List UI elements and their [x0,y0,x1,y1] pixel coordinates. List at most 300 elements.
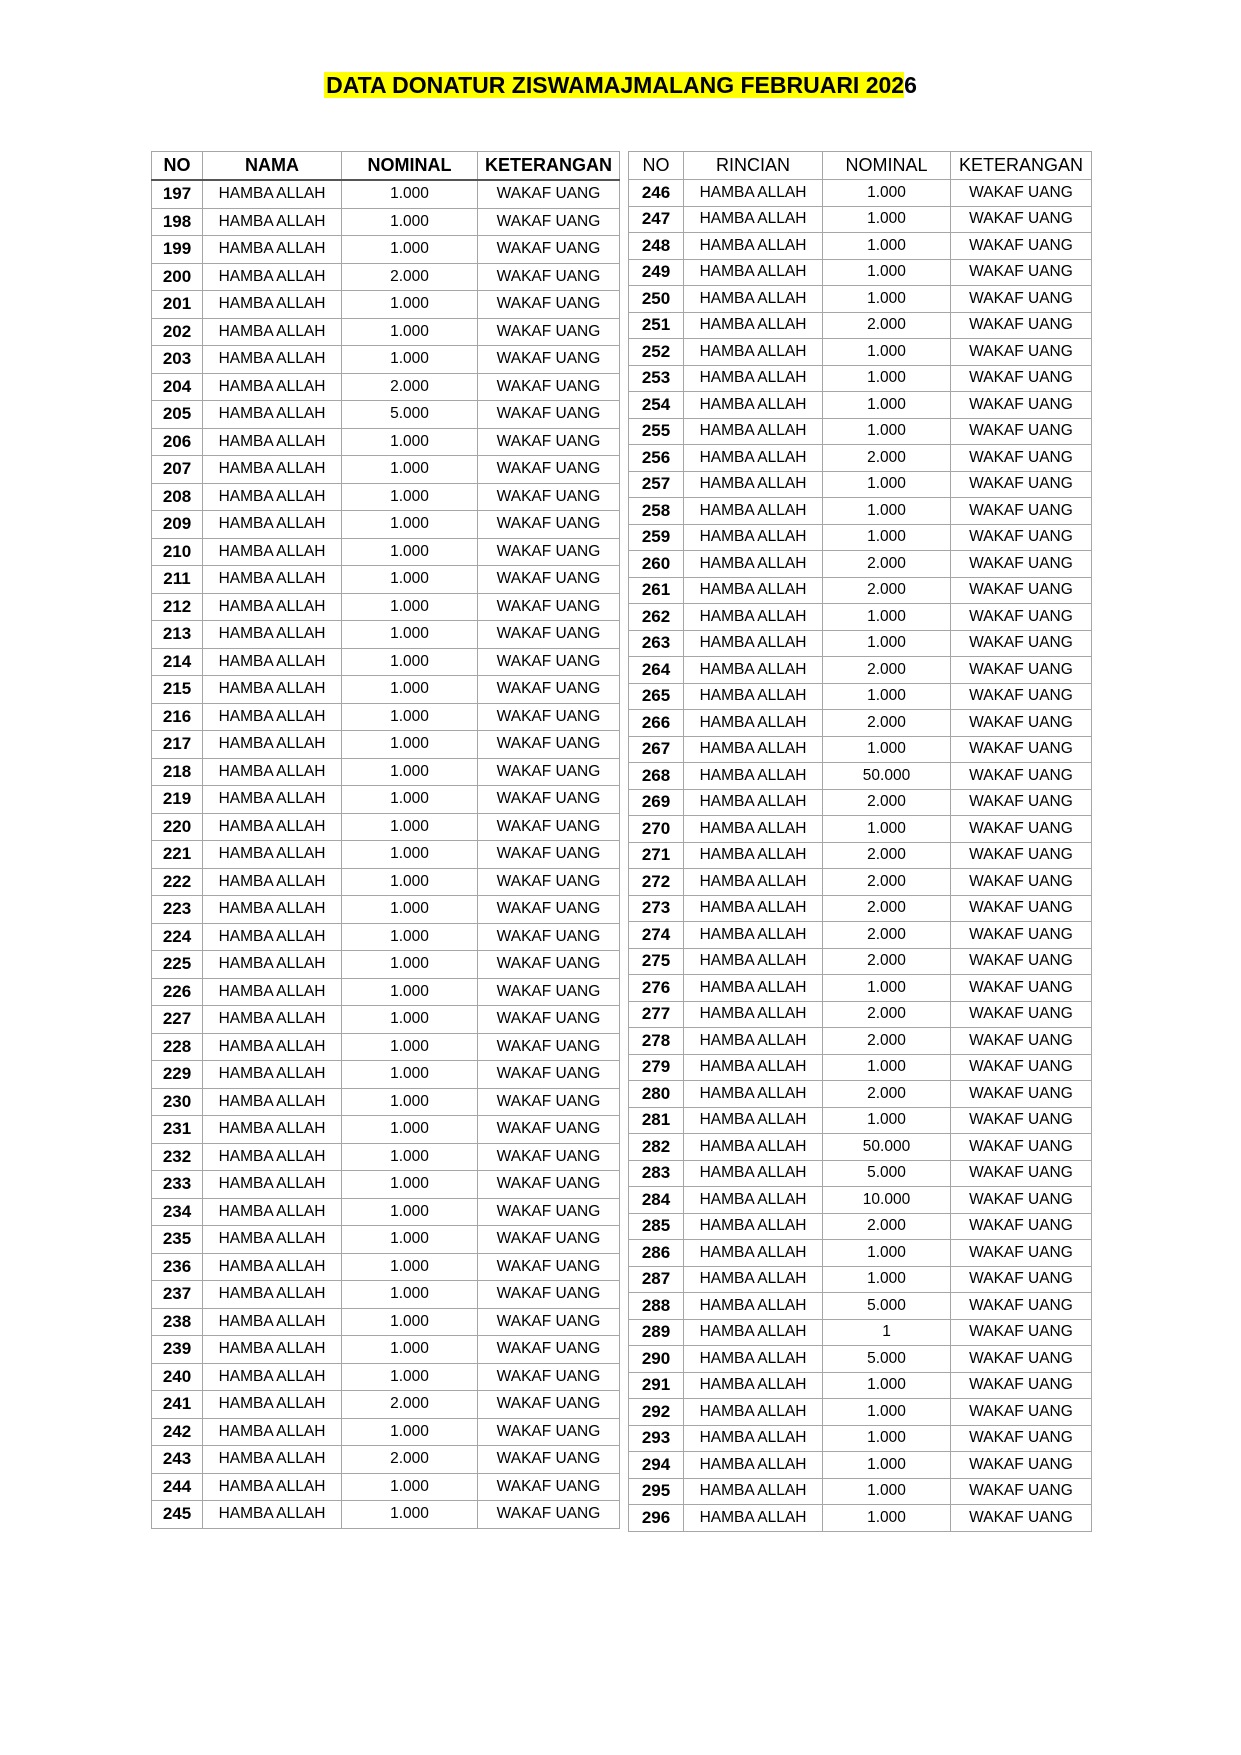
table-row [629,869,1092,896]
cell-no: 237 [152,1281,203,1309]
cell-name: HAMBA ALLAH [203,511,342,539]
cell-no: 273 [629,895,684,922]
cell-keterangan: WAKAF UANG [478,1391,620,1419]
header-nama: NAMA [203,152,342,181]
table-row [152,1171,620,1199]
cell-name: HAMBA ALLAH [684,1001,823,1028]
cell-keterangan: WAKAF UANG [951,736,1092,763]
cell-nominal: 1.000 [342,1308,478,1336]
cell-name: HAMBA ALLAH [203,346,342,374]
cell-nominal: 1.000 [342,236,478,264]
cell-name: HAMBA ALLAH [684,1028,823,1055]
table-row [152,1198,620,1226]
cell-name: HAMBA ALLAH [684,1293,823,1320]
table-row [152,1308,620,1336]
table-row [629,1266,1092,1293]
cell-nominal: 1.000 [823,683,951,710]
cell-no: 199 [152,236,203,264]
cell-name: HAMBA ALLAH [684,789,823,816]
cell-no: 246 [629,180,684,207]
cell-no: 205 [152,401,203,429]
cell-nominal: 1.000 [342,566,478,594]
cell-nominal: 1.000 [823,1054,951,1081]
cell-name: HAMBA ALLAH [684,180,823,207]
cell-keterangan: WAKAF UANG [478,1501,620,1529]
cell-keterangan: WAKAF UANG [951,339,1092,366]
cell-nominal: 1.000 [823,736,951,763]
table-row [629,1001,1092,1028]
table-row [629,498,1092,525]
cell-no: 250 [629,286,684,313]
table-row [152,978,620,1006]
table-row [152,456,620,484]
cell-keterangan: WAKAF UANG [478,1418,620,1446]
cell-no: 272 [629,869,684,896]
cell-keterangan: WAKAF UANG [478,868,620,896]
cell-no: 260 [629,551,684,578]
cell-nominal: 5.000 [823,1160,951,1187]
cell-no: 200 [152,263,203,291]
cell-keterangan: WAKAF UANG [478,456,620,484]
cell-name: HAMBA ALLAH [684,710,823,737]
cell-keterangan: WAKAF UANG [951,1505,1092,1532]
cell-keterangan: WAKAF UANG [478,373,620,401]
cell-no: 201 [152,291,203,319]
table-row [629,1054,1092,1081]
cell-name: HAMBA ALLAH [203,483,342,511]
cell-keterangan: WAKAF UANG [951,365,1092,392]
table-row [152,1363,620,1391]
cell-name: HAMBA ALLAH [203,236,342,264]
table-row [152,648,620,676]
cell-nominal: 2.000 [823,1001,951,1028]
cell-no: 216 [152,703,203,731]
cell-nominal: 1.000 [823,1240,951,1267]
cell-nominal: 50.000 [823,1134,951,1161]
cell-name: HAMBA ALLAH [203,538,342,566]
cell-no: 203 [152,346,203,374]
cell-nominal: 1.000 [342,841,478,869]
header-no: NO [152,152,203,181]
cell-no: 220 [152,813,203,841]
cell-name: HAMBA ALLAH [203,1006,342,1034]
cell-name: HAMBA ALLAH [203,1336,342,1364]
cell-no: 232 [152,1143,203,1171]
cell-name: HAMBA ALLAH [203,456,342,484]
cell-nominal: 5.000 [823,1346,951,1373]
cell-keterangan: WAKAF UANG [951,445,1092,472]
cell-name: HAMBA ALLAH [684,922,823,949]
table-row [629,1478,1092,1505]
cell-nominal: 2.000 [823,657,951,684]
cell-nominal: 2.000 [342,263,478,291]
cell-no: 207 [152,456,203,484]
table-row [152,813,620,841]
cell-name: HAMBA ALLAH [684,1213,823,1240]
cell-name: HAMBA ALLAH [684,233,823,260]
cell-name: HAMBA ALLAH [203,1363,342,1391]
cell-name: HAMBA ALLAH [684,1346,823,1373]
cell-name: HAMBA ALLAH [684,1505,823,1532]
table-row [629,286,1092,313]
cell-name: HAMBA ALLAH [203,291,342,319]
cell-no: 202 [152,318,203,346]
cell-name: HAMBA ALLAH [684,842,823,869]
cell-keterangan: WAKAF UANG [478,566,620,594]
page-title [0,72,1241,99]
cell-nominal: 1.000 [342,1418,478,1446]
cell-nominal: 1.000 [342,731,478,759]
table-row [629,206,1092,233]
cell-name: HAMBA ALLAH [203,1171,342,1199]
cell-nominal: 1 [823,1319,951,1346]
table-row [629,312,1092,339]
cell-nominal: 1.000 [342,1143,478,1171]
cell-name: HAMBA ALLAH [684,498,823,525]
cell-nominal: 1.000 [342,1253,478,1281]
cell-name: HAMBA ALLAH [203,1281,342,1309]
cell-nominal: 1.000 [342,593,478,621]
cell-no: 280 [629,1081,684,1108]
table-row [629,1081,1092,1108]
cell-keterangan: WAKAF UANG [478,1088,620,1116]
cell-name: HAMBA ALLAH [684,1107,823,1134]
cell-no: 251 [629,312,684,339]
cell-keterangan: WAKAF UANG [951,1266,1092,1293]
table-row [152,401,620,429]
cell-nominal: 1.000 [342,1198,478,1226]
cell-keterangan: WAKAF UANG [951,551,1092,578]
cell-no: 219 [152,786,203,814]
table-row [152,346,620,374]
cell-name: HAMBA ALLAH [203,813,342,841]
table-row [152,511,620,539]
table-row [152,621,620,649]
cell-name: HAMBA ALLAH [684,1319,823,1346]
cell-nominal: 1.000 [342,1281,478,1309]
cell-no: 253 [629,365,684,392]
table-row [152,236,620,264]
table-row [152,1391,620,1419]
cell-name: HAMBA ALLAH [684,895,823,922]
cell-name: HAMBA ALLAH [203,786,342,814]
cell-no: 288 [629,1293,684,1320]
cell-nominal: 1.000 [823,259,951,286]
cell-keterangan: WAKAF UANG [478,428,620,456]
cell-nominal: 1.000 [823,1107,951,1134]
cell-keterangan: WAKAF UANG [951,710,1092,737]
cell-nominal: 2.000 [823,710,951,737]
cell-keterangan: WAKAF UANG [951,1134,1092,1161]
cell-keterangan: WAKAF UANG [951,392,1092,419]
cell-keterangan: WAKAF UANG [951,816,1092,843]
cell-name: HAMBA ALLAH [203,978,342,1006]
cell-nominal: 1.000 [823,498,951,525]
cell-name: HAMBA ALLAH [684,445,823,472]
cell-no: 240 [152,1363,203,1391]
cell-nominal: 1.000 [342,1473,478,1501]
cell-keterangan: WAKAF UANG [478,1061,620,1089]
cell-nominal: 1.000 [823,1399,951,1426]
cell-nominal: 1.000 [342,1116,478,1144]
table-row [629,948,1092,975]
cell-no: 215 [152,676,203,704]
cell-name: HAMBA ALLAH [203,180,342,208]
table-row [629,259,1092,286]
table-row [152,703,620,731]
donor-table-left [151,151,620,1529]
cell-nominal: 2.000 [823,577,951,604]
cell-keterangan: WAKAF UANG [478,483,620,511]
cell-name: HAMBA ALLAH [203,1226,342,1254]
cell-no: 247 [629,206,684,233]
cell-keterangan: WAKAF UANG [951,1399,1092,1426]
table-row [629,524,1092,551]
cell-keterangan: WAKAF UANG [478,786,620,814]
cell-no: 239 [152,1336,203,1364]
header-nominal: NOMINAL [823,152,951,180]
cell-no: 209 [152,511,203,539]
cell-nominal: 1.000 [342,978,478,1006]
cell-nominal: 5.000 [342,401,478,429]
cell-name: HAMBA ALLAH [203,1308,342,1336]
cell-no: 294 [629,1452,684,1479]
table-row [152,1088,620,1116]
cell-nominal: 1.000 [342,1336,478,1364]
cell-no: 270 [629,816,684,843]
cell-name: HAMBA ALLAH [203,951,342,979]
table-row [629,365,1092,392]
cell-no: 290 [629,1346,684,1373]
cell-keterangan: WAKAF UANG [478,1308,620,1336]
cell-no: 291 [629,1372,684,1399]
cell-name: HAMBA ALLAH [684,365,823,392]
cell-no: 208 [152,483,203,511]
table-row [629,630,1092,657]
cell-nominal: 1.000 [342,428,478,456]
cell-no: 230 [152,1088,203,1116]
cell-no: 206 [152,428,203,456]
table-row [629,1213,1092,1240]
cell-keterangan: WAKAF UANG [478,1336,620,1364]
table-row [629,1160,1092,1187]
cell-nominal: 1.000 [823,418,951,445]
cell-nominal: 1.000 [823,1372,951,1399]
table-header-row [629,152,1092,180]
cell-name: HAMBA ALLAH [684,418,823,445]
cell-keterangan: WAKAF UANG [951,1452,1092,1479]
table-row [152,1033,620,1061]
cell-no: 289 [629,1319,684,1346]
cell-name: HAMBA ALLAH [684,1372,823,1399]
table-row [152,566,620,594]
cell-name: HAMBA ALLAH [684,471,823,498]
cell-name: HAMBA ALLAH [684,975,823,1002]
cell-no: 256 [629,445,684,472]
cell-keterangan: WAKAF UANG [951,1240,1092,1267]
table-row [629,736,1092,763]
cell-nominal: 1.000 [823,630,951,657]
cell-no: 225 [152,951,203,979]
cell-no: 227 [152,1006,203,1034]
cell-keterangan: WAKAF UANG [478,346,620,374]
cell-keterangan: WAKAF UANG [478,648,620,676]
cell-nominal: 1.000 [342,1088,478,1116]
cell-no: 210 [152,538,203,566]
table-row [629,604,1092,631]
cell-name: HAMBA ALLAH [203,1501,342,1529]
cell-no: 286 [629,1240,684,1267]
cell-nominal: 10.000 [823,1187,951,1214]
cell-name: HAMBA ALLAH [684,1452,823,1479]
cell-nominal: 1.000 [823,180,951,207]
cell-keterangan: WAKAF UANG [478,951,620,979]
cell-keterangan: WAKAF UANG [951,1081,1092,1108]
table-row [629,577,1092,604]
donor-table-right [628,151,1092,1532]
table-row [629,1187,1092,1214]
table-header-row [152,152,620,181]
cell-name: HAMBA ALLAH [684,312,823,339]
cell-no: 269 [629,789,684,816]
cell-keterangan: WAKAF UANG [478,511,620,539]
cell-keterangan: WAKAF UANG [951,206,1092,233]
cell-keterangan: WAKAF UANG [478,1363,620,1391]
cell-keterangan: WAKAF UANG [951,1372,1092,1399]
cell-no: 233 [152,1171,203,1199]
table-row [629,445,1092,472]
cell-name: HAMBA ALLAH [684,1399,823,1426]
cell-keterangan: WAKAF UANG [478,1198,620,1226]
cell-no: 249 [629,259,684,286]
cell-nominal: 1.000 [342,923,478,951]
cell-name: HAMBA ALLAH [684,1266,823,1293]
cell-keterangan: WAKAF UANG [951,1160,1092,1187]
cell-keterangan: WAKAF UANG [478,291,620,319]
cell-no: 293 [629,1425,684,1452]
cell-keterangan: WAKAF UANG [478,923,620,951]
table-row [629,922,1092,949]
cell-no: 211 [152,566,203,594]
cell-keterangan: WAKAF UANG [478,180,620,208]
cell-name: HAMBA ALLAH [203,566,342,594]
cell-name: HAMBA ALLAH [684,657,823,684]
table-row [152,1116,620,1144]
cell-no: 257 [629,471,684,498]
cell-name: HAMBA ALLAH [203,1253,342,1281]
cell-nominal: 1.000 [342,648,478,676]
table-row [629,1134,1092,1161]
cell-name: HAMBA ALLAH [684,1081,823,1108]
cell-name: HAMBA ALLAH [203,1061,342,1089]
cell-no: 261 [629,577,684,604]
table-row [629,339,1092,366]
cell-keterangan: WAKAF UANG [478,1006,620,1034]
cell-nominal: 2.000 [823,312,951,339]
cell-nominal: 2.000 [823,922,951,949]
cell-name: HAMBA ALLAH [684,683,823,710]
cell-nominal: 1.000 [342,1363,478,1391]
cell-name: HAMBA ALLAH [203,208,342,236]
cell-no: 271 [629,842,684,869]
cell-keterangan: WAKAF UANG [478,1143,620,1171]
table-row [152,1501,620,1529]
cell-no: 222 [152,868,203,896]
cell-no: 252 [629,339,684,366]
cell-no: 217 [152,731,203,759]
cell-nominal: 1.000 [823,286,951,313]
cell-keterangan: WAKAF UANG [951,604,1092,631]
cell-keterangan: WAKAF UANG [951,418,1092,445]
cell-keterangan: WAKAF UANG [478,1171,620,1199]
cell-name: HAMBA ALLAH [684,1054,823,1081]
cell-no: 243 [152,1446,203,1474]
cell-keterangan: WAKAF UANG [951,975,1092,1002]
table-row [152,373,620,401]
cell-name: HAMBA ALLAH [203,621,342,649]
cell-nominal: 1.000 [823,392,951,419]
cell-name: HAMBA ALLAH [203,1198,342,1226]
cell-keterangan: WAKAF UANG [478,978,620,1006]
cell-nominal: 2.000 [823,948,951,975]
cell-nominal: 1.000 [342,951,478,979]
cell-nominal: 1.000 [823,365,951,392]
cell-name: HAMBA ALLAH [684,763,823,790]
cell-no: 274 [629,922,684,949]
cell-no: 204 [152,373,203,401]
cell-name: HAMBA ALLAH [203,648,342,676]
table-row [152,318,620,346]
cell-name: HAMBA ALLAH [684,1478,823,1505]
cell-keterangan: WAKAF UANG [478,208,620,236]
cell-keterangan: WAKAF UANG [951,471,1092,498]
table-row [629,657,1092,684]
cell-keterangan: WAKAF UANG [478,1116,620,1144]
cell-name: HAMBA ALLAH [684,736,823,763]
cell-name: HAMBA ALLAH [203,703,342,731]
cell-name: HAMBA ALLAH [203,401,342,429]
table-body [152,180,620,1528]
cell-keterangan: WAKAF UANG [478,1446,620,1474]
cell-no: 197 [152,180,203,208]
cell-nominal: 1.000 [342,1501,478,1529]
cell-nominal: 1.000 [342,1006,478,1034]
cell-no: 213 [152,621,203,649]
cell-name: HAMBA ALLAH [203,373,342,401]
cell-keterangan: WAKAF UANG [951,180,1092,207]
table-row [629,1240,1092,1267]
cell-no: 268 [629,763,684,790]
cell-keterangan: WAKAF UANG [478,621,620,649]
cell-keterangan: WAKAF UANG [951,1107,1092,1134]
cell-nominal: 1.000 [342,896,478,924]
cell-keterangan: WAKAF UANG [951,286,1092,313]
cell-name: HAMBA ALLAH [684,1160,823,1187]
cell-name: HAMBA ALLAH [684,551,823,578]
cell-nominal: 1.000 [342,318,478,346]
cell-no: 263 [629,630,684,657]
cell-keterangan: WAKAF UANG [478,1281,620,1309]
cell-name: HAMBA ALLAH [203,896,342,924]
cell-nominal: 2.000 [823,445,951,472]
cell-name: HAMBA ALLAH [684,816,823,843]
cell-name: HAMBA ALLAH [684,206,823,233]
table-row [152,208,620,236]
cell-no: 242 [152,1418,203,1446]
table-row [152,676,620,704]
cell-keterangan: WAKAF UANG [951,498,1092,525]
cell-no: 264 [629,657,684,684]
